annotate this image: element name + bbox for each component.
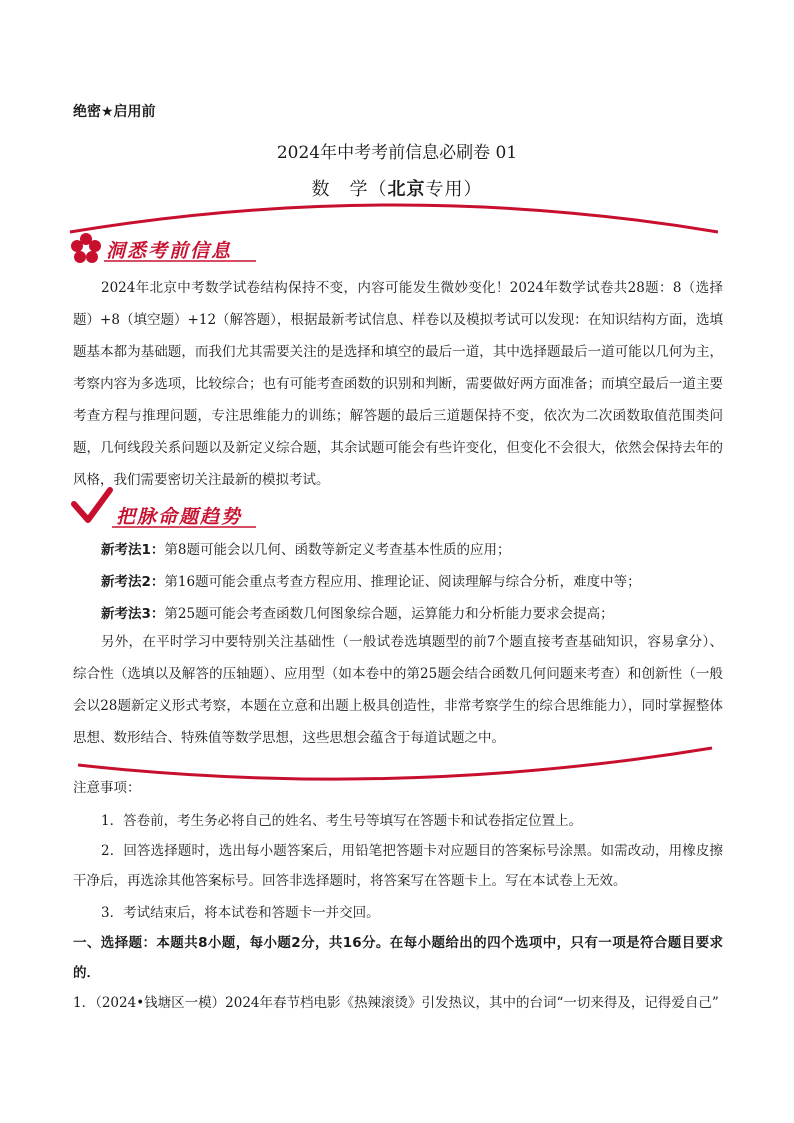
section2-heading: 把脉命题趋势: [116, 506, 243, 528]
confidential-mark: 绝密★启用前: [73, 104, 156, 120]
trend-item-3: [73, 604, 723, 624]
page-subtitle: [0, 175, 794, 201]
trend-item-label: 新考法2：: [101, 574, 165, 590]
subject-open: （: [368, 179, 388, 200]
trend-item-text: 第8题可能会以几何、函数等新定义考查基本性质的应用；: [164, 542, 511, 558]
trend-item-text: 第25题可能会考查函数几何图象综合题，运算能力和分析能力要求会提高；: [164, 606, 614, 622]
trend-item-2: [73, 572, 723, 592]
note-item-2: 2．回答选择题时，选出每小题答案后，用铅笔把答题卡对应题目的答案标号涂黑。如需改动，用橡皮擦干净后，再选涂其他答案标号。回答非选择题时，将答案写在答题卡上。写在本试卷上无效。: [73, 843, 723, 889]
section2-paragraph: 另外，在平时学习中要特别关注基础性（一般试卷选填题型的前7个题直接考查基础知识，容易拿分）、综合性（选填以及解答的压轴题）、应用型（如本卷中的第25题会结合函数几何问题来考查）和创新性（一般会以28题新定义形式考察，本题在立意和出题上极具创造性，非常考察学生的综合思维能力），同时掌握整体思想、数形结合、特殊值等数学思想，这些思想会蕴含于每道试题之中。: [73, 634, 723, 746]
subject-label: 数 学: [311, 179, 369, 200]
trend-item-label: 新考法1：: [101, 542, 165, 558]
note-item-1: 1．答卷前，考生务必将自己的姓名、考生号等填写在答题卡和试卷指定位置上。: [101, 813, 583, 829]
trend-item-1: [73, 540, 723, 560]
flower-icon: [71, 233, 101, 263]
part1-heading: 一、选择题：本题共8小题，每小题2分，共16分。在每小题给出的四个选项中，只有一项是符合题目要求的．: [73, 935, 723, 981]
trend-item-label: 新考法3：: [101, 606, 165, 622]
region-label: 北京: [387, 179, 426, 200]
section1-paragraph: 2024年北京中考数学试卷结构保持不变，内容可能发生微妙变化！2024年数学试卷共28题：8（选择题）+8（填空题）+12（解答题），根据最新考试信息、样卷以及模拟考试可以发现：在知识结构方面，选填题基本都为基础题，而我们尤其需要关注的是选择和填空的最后一道，其中选择题最后一道可能以几何为主，考察内容为多选项，比较综合；也有可能考查函数的识别和判断，需要做好两方面准备；而填空最后一道主要考查方程与推理问题，专注思维能力的训练；解答题的最后三道题保持不变，依次为二次函数取值范围类问题，几何线段关系问题以及新定义综合题，其余试题可能会有些许变化，但变化不会很大，依然会保持去年的风格，我们需要密切关注最新的模拟考试。: [73, 280, 723, 488]
note-item-3: 3．考试结束后，将本试卷和答题卡一并交回。: [101, 905, 380, 921]
top-arc: [70, 205, 718, 232]
trend-item-text: 第16题可能会重点考查方程应用、推理论证、阅读理解与综合分析，难度中等；: [164, 574, 641, 590]
question-1: 1．（2024•钱塘区一模）2024年春节档电影《热辣滚烫》引发热议，其中的台词“一切来得及，记得爱自己”: [73, 995, 719, 1011]
subject-close: 专用）: [425, 179, 483, 200]
notes-title: 注意事项：: [73, 780, 141, 796]
page-title: 2024年中考考前信息必刷卷 01: [276, 143, 518, 163]
section1-heading: 洞悉考前信息: [106, 240, 233, 262]
